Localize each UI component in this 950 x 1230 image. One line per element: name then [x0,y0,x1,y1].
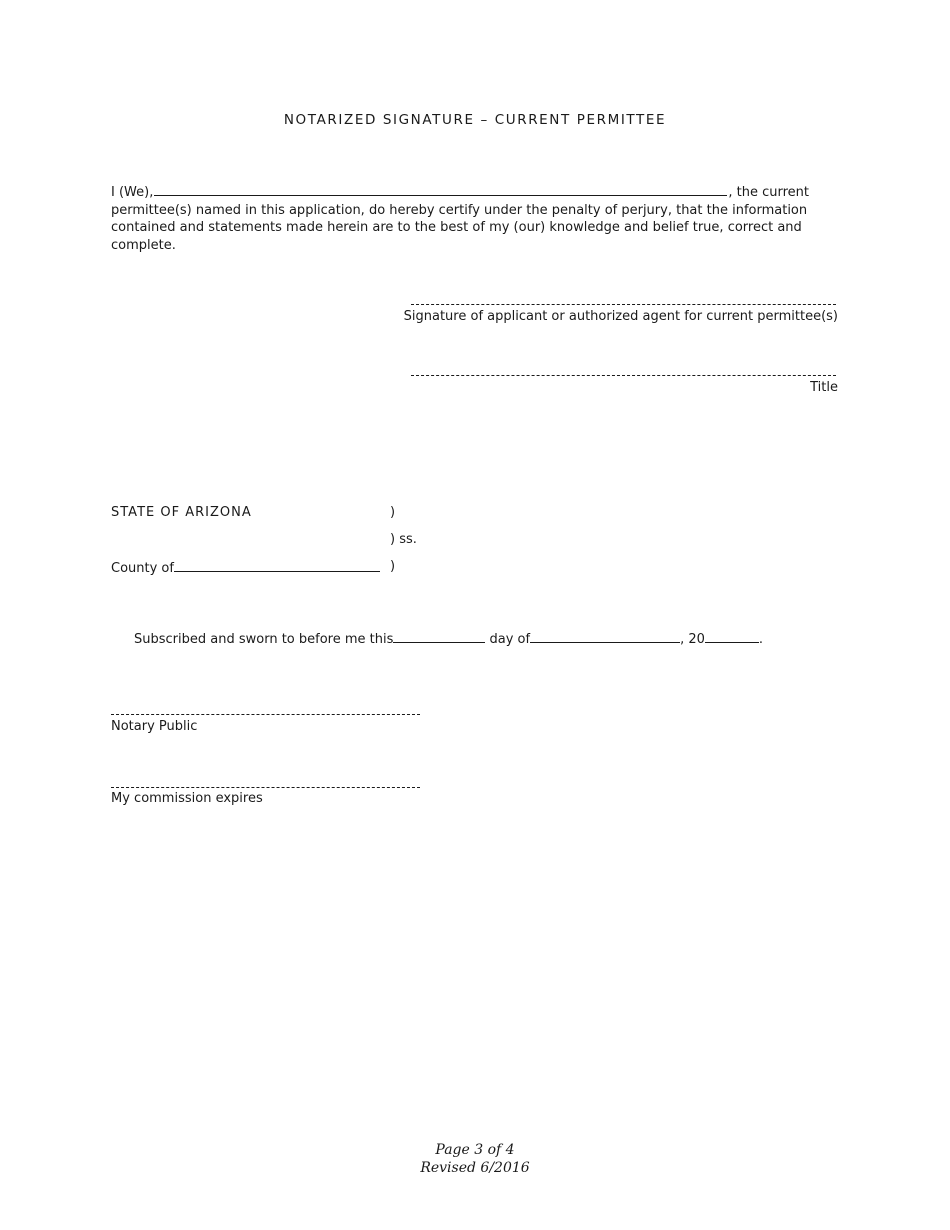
title-line[interactable] [411,375,836,376]
jurat-year-prefix: , 20 [680,632,705,647]
month-field[interactable] [530,630,680,643]
page-number: Page 3 of 4 [435,1142,515,1158]
title-label: Title [810,380,838,395]
commission-expires-line[interactable] [111,787,420,788]
county-label: County of [111,561,174,576]
certification-prefix: I (We), [111,185,154,200]
county-row [111,559,380,576]
jurat-prefix: Subscribed and sworn to before me this [134,632,394,647]
signature-label: Signature of applicant or authorized agent for current permittee(s) [403,309,838,324]
commission-label: My commission expires [111,791,263,806]
state-label: STATE OF ARIZONA [111,505,252,520]
notary-label: Notary Public [111,719,198,734]
certification-line-2: permittee(s) named in this application, do hereby certify under the penalty of perjury, that the information [111,202,808,218]
venue-paren-3: ) [390,559,396,574]
venue-paren-ss: ) ss. [390,532,417,547]
venue-paren-1: ) [390,505,396,520]
certification-line-3: contained and statements made herein are to the best of my (our) knowledge and belief true, correct and complete. [111,220,802,253]
county-field[interactable] [174,559,380,572]
page-title: NOTARIZED SIGNATURE – CURRENT PERMITTEE [283,112,667,128]
day-field[interactable] [393,630,485,643]
certification-statement [111,183,841,254]
permittee-name-field[interactable] [154,183,727,196]
certification-line-1 [111,183,841,202]
signature-line[interactable] [411,304,836,305]
revision-date: Revised 6/2016 [420,1160,530,1176]
jurat-end: . [758,632,764,647]
year-field[interactable] [705,630,759,643]
jurat-day-of: day of [489,632,531,647]
certification-suffix: , the current [728,185,809,200]
notary-signature-line[interactable] [111,714,420,715]
jurat-row [134,630,763,647]
